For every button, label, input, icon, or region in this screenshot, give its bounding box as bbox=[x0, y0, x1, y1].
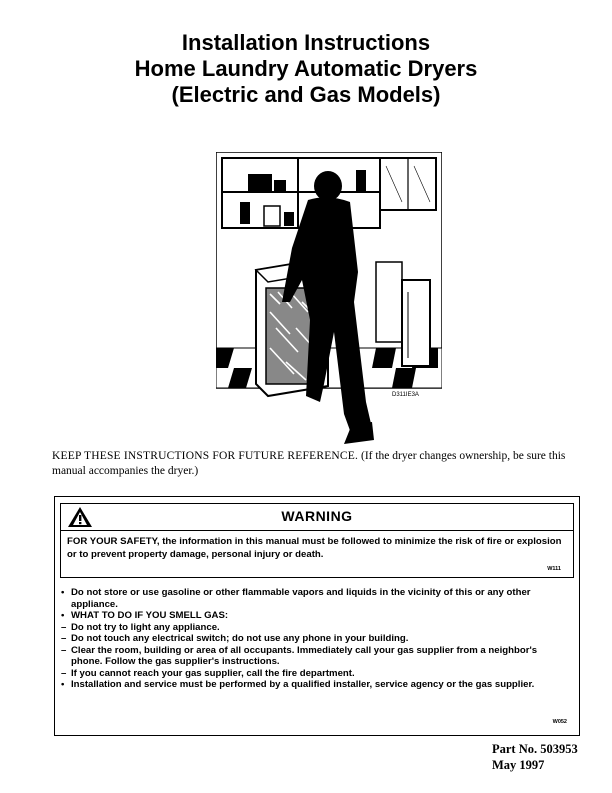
dryer-installation-illustration bbox=[216, 152, 442, 448]
keep-notice-rest: (If the dryer changes ownership, be sure this manual accompanies the dryer.) bbox=[52, 450, 566, 477]
sub-list-item: – Do not touch any electrical switch; do not use any phone in your building. bbox=[61, 633, 409, 644]
title-line-1: Installation Instructions bbox=[181, 30, 431, 55]
keep-notice-caps: KEEP THESE INSTRUCTIONS FOR FUTURE REFERENCE. bbox=[52, 450, 359, 462]
warning-header-box bbox=[60, 503, 574, 578]
list-item: • WHAT TO DO IF YOU SMELL GAS: bbox=[61, 610, 229, 621]
gas-warning-list bbox=[61, 587, 571, 691]
part-date: May 1997 bbox=[492, 758, 545, 772]
illustration-code: D311IE3A bbox=[392, 392, 419, 398]
warning-code-2: W052 bbox=[552, 719, 567, 725]
warning-box bbox=[54, 496, 580, 736]
warning-header bbox=[61, 504, 573, 531]
title-line-2: Home Laundry Automatic Dryers bbox=[134, 56, 478, 81]
title-line-3: (Electric and Gas Models) bbox=[171, 82, 441, 107]
warning-code: W111 bbox=[547, 566, 561, 572]
list-item: • Installation and service must be performed by a qualified installer, service agency or the gas supplier. bbox=[61, 679, 535, 690]
part-number: Part No. 503953 bbox=[492, 742, 578, 756]
sub-list-item: – Do not try to light any appliance. bbox=[61, 621, 220, 633]
document-title bbox=[0, 30, 612, 108]
warning-title: WARNING bbox=[281, 508, 353, 524]
keep-instructions-notice bbox=[52, 449, 592, 479]
sub-list-item: – Clear the room, building or area of all occupants. Immediately call your gas supplier from a neighbor's phone. Follow the gas supplier's instructions. bbox=[61, 644, 538, 667]
warning-safety-text: FOR YOUR SAFETY, the information in this manual must be followed to minimize the risk of fire or explosion or to prevent property damage, personal injury or death. bbox=[67, 536, 562, 560]
part-info bbox=[492, 741, 578, 773]
list-item: • Do not store or use gasoline or other flammable vapors and liquids in the vicinity of this or any other appliance. bbox=[61, 587, 531, 610]
sub-list-item: – If you cannot reach your gas supplier, call the fire department. bbox=[61, 667, 355, 679]
